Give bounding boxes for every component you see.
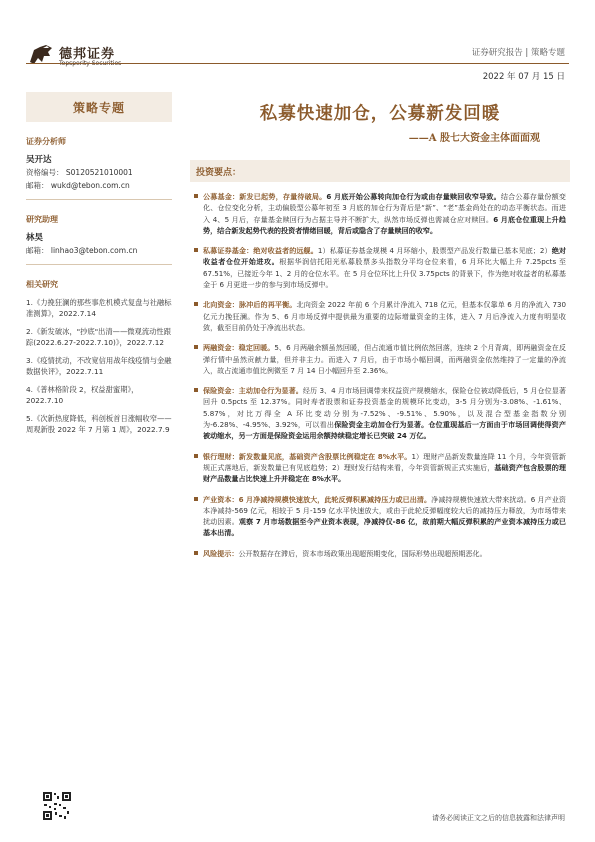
key-point-item xyxy=(190,548,570,559)
bullet-icon xyxy=(194,497,198,501)
key-point-item xyxy=(190,191,570,236)
related-report-item[interactable]: 1.《力挽狂澜的那些事危机模式复盘与社融标准测算》，2022.7.14 xyxy=(26,298,172,318)
bullet-icon xyxy=(194,302,198,306)
analyst-heading: 证券分析师 xyxy=(26,137,66,146)
point-emphasis: 6 月底开始公募转向加仓行为或由存量赎回收窄导致。 xyxy=(326,192,501,201)
sidebar-banner: 策略专题 xyxy=(26,92,172,122)
point-body: 根据华润信托阳光私募股票多头指数分平均仓位来看，6 月环比大幅上升 7.25pcts 至 67.51%，已接近今年 1、2 月的仓位水平。在 5 月仓位环比上升仅 3.75pcts 的背景下，作为绝对收益者的私募基金于 6 月更进一步的参与到市场反弹中。 xyxy=(203,257,567,290)
report-type: 证券研究报告 | 策略专题 xyxy=(471,48,565,58)
bullet-icon xyxy=(194,454,198,458)
point-emphasis: 6 月底仓位重现上升趋势，结合新发起势代表的投资者情绪回暖，背后或隐含了存量赎回的收窄。 xyxy=(203,214,566,235)
assistant-heading: 研究助理 xyxy=(26,215,58,224)
assistant-email[interactable]: 邮箱： linhao3@tebon.com.cn xyxy=(26,246,138,255)
point-lead: 北向资金：脉冲后的再平衡。 xyxy=(203,300,297,310)
key-point-item xyxy=(190,245,570,290)
point-lead: 风险提示： xyxy=(203,548,239,558)
bullet-icon xyxy=(194,248,198,252)
point-body: 公开数据存在滞后，资本市场政策出现超预期变化，国际形势出现超预期恶化。 xyxy=(238,548,487,558)
bullet-icon xyxy=(194,551,198,555)
analyst-cert: 资格编号： S0120521010001 xyxy=(26,168,133,177)
point-emphasis: 绝对收益者仓位开始进攻。 xyxy=(203,246,566,267)
point-body: 1）私募证券基金规模 4 月环缩小，股票型产品发行数量已基本见底；2） xyxy=(317,246,552,256)
point-body: 净减持规模快速放大带来扰动。6 月产业资本净减持-569 亿元，相较于 5 月-159 亿水平快速放大，或由于此轮反弹幅度较大后的减持压力释放，为市场带来扰动因素。 xyxy=(203,494,566,527)
point-body: 结合公募存量份额变化、仓位变化分析，主动偏股型公募年初至 3 月底的加仓行为背后是“新”、“老”基金尚处在的动态平衡状态。而进入 4、5 月后，存量基金赎回行为占据主导并不断扩大，纵然市场反弹也需减仓应对赎回。 xyxy=(203,192,567,224)
brand-name: 德邦证券 xyxy=(59,47,116,62)
header-divider xyxy=(26,63,569,64)
bullet-icon xyxy=(194,194,198,198)
sidebar-divider xyxy=(26,199,172,200)
assistant-name: 林昊 xyxy=(26,233,44,243)
point-lead: 公募基金：新发已起势，存量待破局。 xyxy=(203,192,327,201)
related-heading: 相关研究 xyxy=(26,280,58,289)
point-body: 1）理财产品新发数量连降 11 个月，今年资管新规正式落地后，新发数量已有见底趋势；2）理财发行结构来看，今年资管新规正式实施后， xyxy=(203,451,566,472)
key-point-item xyxy=(190,342,570,376)
report-date: 2022 年 07 月 15 日 xyxy=(482,72,565,82)
related-report-item[interactable]: 2.《新发破冰，"抄底"出清——微观流动性跟踪(2022.6.27-2022.7.10)》，2022.7.12 xyxy=(26,327,172,347)
report-subtitle: ——A 股七大资金主体面面观 xyxy=(408,133,540,144)
point-body: 5、6 月两融余额虽然回暖，但占流通市值比例依然回落，连续 2 个月背离，即两融资金在反弹行情中虽然贡献力量，但并非主力。而进入 7 月后，由于市场小幅回调，而两融资金依然维持了一定量的净流入，故占流通市值比例微至 7 月 14 日小幅回升至 2.36%。 xyxy=(203,343,566,375)
point-lead: 私募证券基金：绝对收益者的远舰。 xyxy=(203,246,318,256)
sidebar xyxy=(26,92,172,435)
point-lead: 两融资金：稳定回暖。 xyxy=(203,343,275,353)
sidebar-divider xyxy=(26,264,172,265)
key-points xyxy=(190,160,570,559)
point-body: 北向资金 2022 年前 6 个月累计净流入 718 亿元，但基本仅靠单 6 月的净流入 730 亿元力挽狂澜。作为 5、6 月市场反弹中提供最为重要的边际增量资金的主体，进入 7 月后净流入力度有明显收敛，截至目前仍处于净流出状态。 xyxy=(203,300,567,332)
report-title-block xyxy=(190,100,570,144)
point-body: 经历 3、4 月市场回调带来权益资产规模缩水，保险仓位被动降低后，5 月仓位显著回升 0.5pcts 至 12.37%。同时寿者股票和证券投资基金的规模环比变动，3-5 月分别为-3.08%、-1.61%、5.87%，对比万得全 A 环比变动分别为-7.52%、-9.51%、5.90%，以及混合型基金指数分别为-6.28%、-4.95%、3.92%，可以看出 xyxy=(203,386,566,430)
related-report-item[interactable]: 4.《普林格阶段 2，权益甜蜜期》，2022.7.10 xyxy=(26,385,139,405)
key-point-item xyxy=(190,494,570,539)
analyst-name: 吴开达 xyxy=(26,155,52,165)
analyst-email[interactable]: 邮箱： wukd@tebon.com.cn xyxy=(26,181,130,190)
key-point-item xyxy=(190,299,570,333)
key-points-heading: 投资要点： xyxy=(190,160,570,182)
point-emphasis: 保险资金主动加仓行为显著。仓位重现基后一方面由于市场回调使得资产被动缩水，另一方面是保险资金运用余额持续稳定增长已突破 24 万亿。 xyxy=(203,420,566,441)
point-emphasis: 观察 7 月市场数据至今产业资本表现，净减持仅-86 亿，故前期大幅反弹积累的产业资本减持压力或已基本出清。 xyxy=(203,517,566,538)
point-lead: 保险资金：主动加仓行为显著。 xyxy=(203,386,303,396)
bullet-icon xyxy=(194,388,198,392)
bullet-icon xyxy=(194,345,198,349)
related-report-item[interactable]: 3.《疫情扰动，不改宽信用战年线疫情与金融数据快评》，2022.7.11 xyxy=(26,356,172,376)
related-report-item[interactable]: 5.《次新热度降低，科创板首日涨幅收窄——周观新股 2022 年 7 月第 1 周》，2022.7.9 xyxy=(26,414,172,434)
bull-logo-icon xyxy=(28,42,54,68)
report-title: 私募快速加仓，公募新发回暖 xyxy=(259,104,501,124)
qr-code-icon xyxy=(42,791,72,821)
brand-logo xyxy=(28,42,138,72)
key-point-item xyxy=(190,451,570,485)
footer-disclaimer: 请务必阅读正文之后的信息披露和法律声明 xyxy=(432,814,565,822)
point-lead: 银行理财：新发数量见底，基础资产含股票比例稳定在 8%水平。 xyxy=(203,451,412,461)
point-lead: 产业资本：6 月净减持规模快速放大，此轮反弹积累减持压力或已出清。 xyxy=(203,494,432,504)
key-point-item xyxy=(190,385,570,441)
point-emphasis: 基础资产包含股票的理财产品数量占比快速上升并稳定在 8%水平。 xyxy=(203,462,567,484)
